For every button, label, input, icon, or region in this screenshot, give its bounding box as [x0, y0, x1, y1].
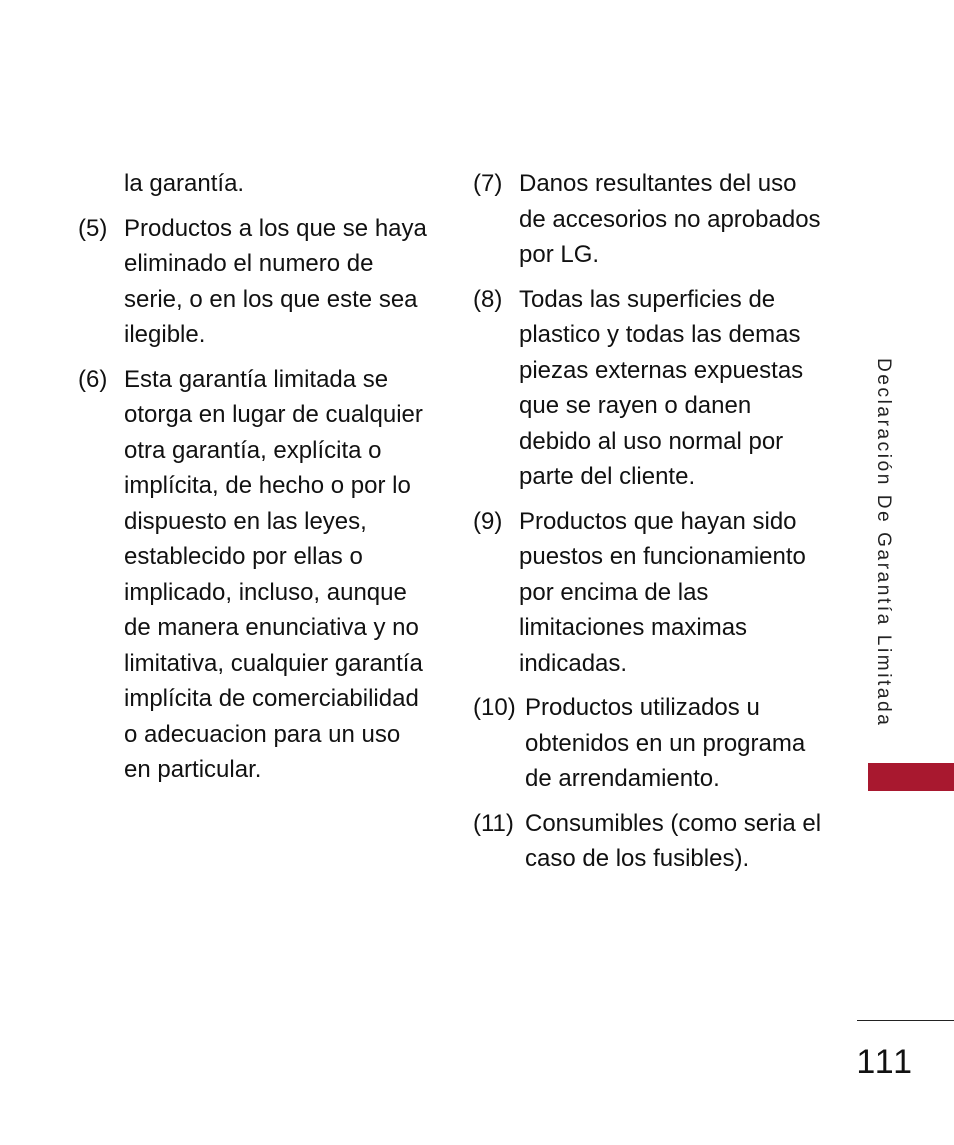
list-item: [473, 690, 823, 797]
item-number: (11): [473, 809, 514, 837]
item-text: Productos a los que se haya eliminado el numero de serie, o en los que este sea ilegible.: [124, 214, 427, 348]
item-text: Todas las superficies de plastico y todas las demas piezas externas expuestas que se rayen o danen debido al uso normal por parte del cliente.: [519, 285, 804, 490]
item-number: (6): [78, 365, 108, 393]
item-number: (9): [473, 507, 503, 535]
item-text: Productos utilizados u obtenidos en un programa de arrendamiento.: [525, 694, 806, 792]
page-number: 111: [856, 1043, 914, 1081]
item-text: Consumibles (como seria el caso de los fusibles).: [525, 809, 822, 872]
section-tab-marker: [868, 763, 954, 791]
item-text: Esta garantía limitada se otorga en lugar de cualquier otra garantía, explícita o implícita, de hecho o por lo dispuesto en las leyes, establecido por ellas o implicado, incluso, aunque de manera enunciativa y no limitativa, cualquier garantía implícita de comerciabilidad o adecuacion para un uso en particular.: [124, 365, 423, 783]
left-column: [78, 166, 433, 797]
list-item: [473, 806, 823, 877]
item-text: Danos resultantes del uso de accesorios no aprobados por LG.: [519, 170, 821, 268]
list-item: [473, 282, 823, 495]
item-number: (10): [473, 694, 516, 721]
list-item: [473, 504, 823, 682]
item-text: Productos que hayan sido puestos en funcionamiento por encima de las limitaciones maximas indicadas.: [519, 507, 806, 677]
item-number: (5): [78, 214, 108, 242]
item-number: (8): [473, 285, 503, 313]
list-item: [78, 211, 433, 353]
list-item: [473, 166, 823, 273]
continuation-text: la garantía.: [124, 170, 245, 197]
item-number: (7): [473, 170, 503, 197]
section-side-label: Declaración De Garantía Limitada: [873, 358, 894, 728]
page-number-rule: [857, 1020, 954, 1021]
list-item: [78, 362, 433, 788]
right-column: [473, 166, 823, 886]
